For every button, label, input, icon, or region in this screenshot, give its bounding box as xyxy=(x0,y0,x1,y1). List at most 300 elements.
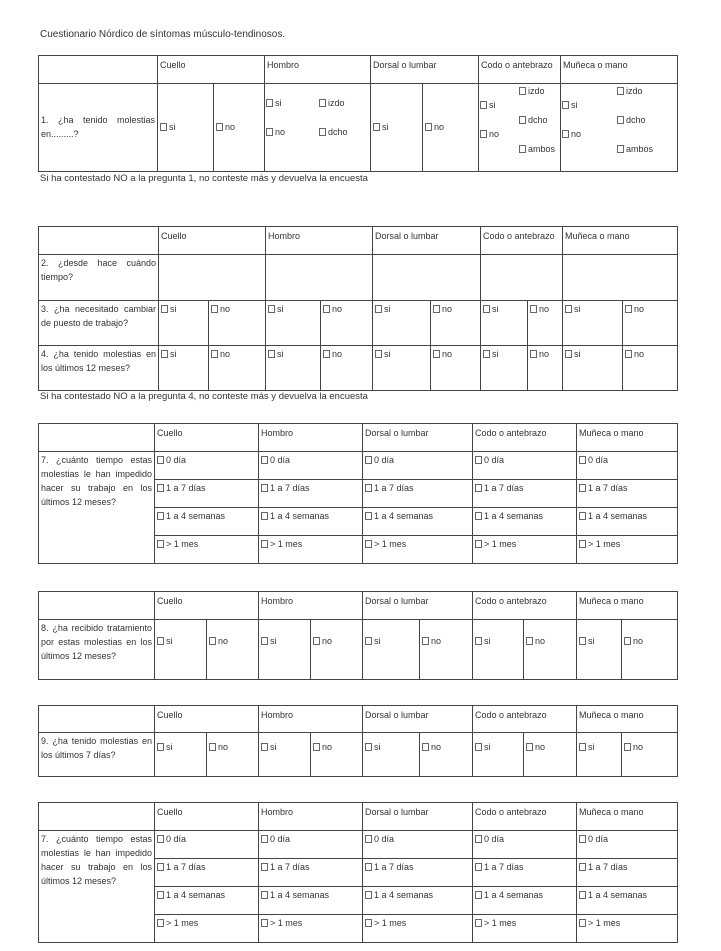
checkbox-icon xyxy=(373,123,380,131)
option-label: 1 a 4 semanas xyxy=(166,511,226,521)
option-label: no xyxy=(571,129,582,139)
col-header: Dorsal o lumbar xyxy=(363,424,473,452)
option-izdo[interactable] xyxy=(519,85,545,99)
option-1-7-dias[interactable] xyxy=(259,480,363,508)
question-label: 1. ¿ha tenido molestias en.........? xyxy=(39,84,158,172)
checkbox-icon xyxy=(475,540,482,548)
col-header: Muñeca o mano xyxy=(577,592,678,620)
question-label: 3. ¿ha necesitado cambiar de puesto de trabajo? xyxy=(39,301,159,346)
option-label: no xyxy=(332,349,343,359)
checkbox-icon xyxy=(365,637,372,645)
option-no[interactable] xyxy=(266,126,285,140)
col-header: Codo o antebrazo xyxy=(473,424,577,452)
checkbox-icon xyxy=(475,484,482,492)
option-1-4-semanas[interactable] xyxy=(155,508,259,536)
option-ambos[interactable] xyxy=(617,143,653,157)
option-label: 0 día xyxy=(270,834,291,844)
option-si[interactable] xyxy=(266,346,321,391)
option-label: 0 día xyxy=(588,455,609,465)
checkbox-icon xyxy=(579,743,586,751)
option-label: 1 a 4 semanas xyxy=(374,890,434,900)
option-1-7-dias[interactable] xyxy=(473,859,577,887)
option-no[interactable] xyxy=(562,128,581,142)
option-si[interactable] xyxy=(577,733,622,777)
option-si[interactable] xyxy=(563,346,623,391)
answer-cell[interactable] xyxy=(563,255,678,301)
option-label: no xyxy=(431,636,442,646)
option-label: 1 a 4 semanas xyxy=(270,890,330,900)
option-0-dia[interactable] xyxy=(577,831,678,859)
checkbox-icon xyxy=(526,637,533,645)
option-label: 1 a 4 semanas xyxy=(484,511,544,521)
option-dcho[interactable] xyxy=(319,126,348,140)
option-no[interactable] xyxy=(207,733,259,777)
checkbox-icon xyxy=(579,891,586,899)
option-label: dcho xyxy=(528,115,548,125)
option-1-4-semanas[interactable] xyxy=(259,887,363,915)
option-label: no xyxy=(442,349,453,359)
option-label: 0 día xyxy=(270,455,291,465)
checkbox-icon xyxy=(261,540,268,548)
col-header: Codo o antebrazo xyxy=(481,227,563,255)
option-mas-1-mes[interactable] xyxy=(577,536,678,564)
option-label: si xyxy=(492,349,499,359)
option-dcho[interactable] xyxy=(617,114,646,128)
checkbox-icon xyxy=(617,116,624,124)
option-no[interactable] xyxy=(423,84,479,172)
option-label: no xyxy=(220,349,231,359)
option-si[interactable] xyxy=(473,620,524,680)
option-label: si xyxy=(270,636,277,646)
checkbox-icon xyxy=(475,456,482,464)
checkbox-icon xyxy=(365,512,372,520)
checkbox-icon xyxy=(160,123,167,131)
option-si[interactable] xyxy=(473,733,524,777)
checkbox-icon xyxy=(475,512,482,520)
option-1-4-semanas[interactable] xyxy=(577,887,678,915)
option-no[interactable] xyxy=(524,733,577,777)
checkbox-icon xyxy=(425,123,432,131)
option-label: no xyxy=(634,349,645,359)
checkbox-icon xyxy=(261,637,268,645)
checkbox-icon xyxy=(565,305,572,313)
checkbox-icon xyxy=(475,891,482,899)
checkbox-icon xyxy=(365,456,372,464)
checkbox-icon xyxy=(209,637,216,645)
option-1-4-semanas[interactable] xyxy=(577,508,678,536)
checkbox-icon xyxy=(161,350,168,358)
checkbox-icon xyxy=(562,101,569,109)
option-si[interactable] xyxy=(363,733,420,777)
checkbox-icon xyxy=(526,743,533,751)
option-si[interactable] xyxy=(259,620,311,680)
option-label: si xyxy=(166,742,173,752)
checkbox-icon xyxy=(579,540,586,548)
option-si[interactable] xyxy=(371,84,423,172)
checkbox-icon xyxy=(375,305,382,313)
option-label: si xyxy=(489,100,496,110)
option-si[interactable] xyxy=(266,301,321,346)
option-si[interactable] xyxy=(562,99,578,113)
option-mas-1-mes[interactable] xyxy=(259,915,363,943)
option-1-7-dias[interactable] xyxy=(473,480,577,508)
col-header: Hombro xyxy=(259,592,363,620)
question-label: 7. ¿cuánto tiempo estas molestias le han impedido hacer su trabajo en los últimos 12 meses? xyxy=(39,452,155,564)
option-label: no xyxy=(535,742,546,752)
checkbox-icon xyxy=(261,743,268,751)
option-mas-1-mes[interactable] xyxy=(577,915,678,943)
checkbox-icon xyxy=(530,305,537,313)
checkbox-icon xyxy=(475,835,482,843)
option-label: no xyxy=(633,742,644,752)
checkbox-icon xyxy=(157,835,164,843)
checkbox-icon xyxy=(365,891,372,899)
option-label: si xyxy=(275,98,282,108)
answer-cell[interactable] xyxy=(266,255,373,301)
checkbox-icon xyxy=(579,835,586,843)
option-1-4-semanas[interactable] xyxy=(363,887,473,915)
option-label: no xyxy=(633,636,644,646)
option-no[interactable] xyxy=(528,301,563,346)
option-label: > 1 mes xyxy=(166,539,199,549)
option-0-dia[interactable] xyxy=(259,831,363,859)
option-label: izdo xyxy=(328,98,345,108)
option-0-dia[interactable] xyxy=(259,452,363,480)
hombro-options xyxy=(265,84,371,172)
col-header: Dorsal o lumbar xyxy=(373,227,481,255)
option-no[interactable] xyxy=(431,346,481,391)
col-header: Cuello xyxy=(158,56,265,84)
option-si[interactable] xyxy=(480,99,496,113)
option-label: si xyxy=(270,742,277,752)
option-no[interactable] xyxy=(420,733,473,777)
checkbox-icon xyxy=(624,637,631,645)
option-si[interactable] xyxy=(563,301,623,346)
checkbox-icon xyxy=(579,919,586,927)
option-label: 1 a 7 días xyxy=(374,862,414,872)
option-1-4-semanas[interactable] xyxy=(473,508,577,536)
checkbox-icon xyxy=(365,484,372,492)
checkbox-icon xyxy=(157,743,164,751)
col-header: Hombro xyxy=(259,706,363,733)
col-header: Muñeca o mano xyxy=(561,56,678,84)
col-header: Cuello xyxy=(155,706,259,733)
option-label: dcho xyxy=(626,115,646,125)
checkbox-icon xyxy=(422,743,429,751)
checkbox-icon xyxy=(261,456,268,464)
option-izdo[interactable] xyxy=(617,85,643,99)
checkbox-icon xyxy=(475,743,482,751)
option-1-7-dias[interactable] xyxy=(363,859,473,887)
answer-cell[interactable] xyxy=(481,255,563,301)
option-label: si xyxy=(574,304,581,314)
option-label: no xyxy=(442,304,453,314)
option-1-7-dias[interactable] xyxy=(577,480,678,508)
option-label: no xyxy=(220,304,231,314)
option-label: ambos xyxy=(528,144,556,154)
question-label: 2. ¿desde hace cuándo tiempo? xyxy=(39,255,159,301)
option-label: > 1 mes xyxy=(374,539,407,549)
option-label: > 1 mes xyxy=(588,539,621,549)
checkbox-icon xyxy=(365,743,372,751)
option-mas-1-mes[interactable] xyxy=(363,536,473,564)
checkbox-icon xyxy=(266,99,273,107)
option-label: si xyxy=(169,121,176,132)
option-label: no xyxy=(489,129,500,139)
option-label: izdo xyxy=(528,86,545,96)
checkbox-icon xyxy=(261,919,268,927)
checkbox-icon xyxy=(157,891,164,899)
col-header: Dorsal o lumbar xyxy=(363,706,473,733)
option-0-dia[interactable] xyxy=(363,831,473,859)
option-label: si xyxy=(588,636,595,646)
option-no[interactable] xyxy=(431,301,481,346)
option-label: si xyxy=(574,349,581,359)
checkbox-icon xyxy=(579,456,586,464)
option-no[interactable] xyxy=(623,346,678,391)
option-label: si xyxy=(170,349,177,359)
col-header: Dorsal o lumbar xyxy=(363,592,473,620)
col-header: Dorsal o lumbar xyxy=(371,56,479,84)
option-1-7-dias[interactable] xyxy=(259,859,363,887)
checkbox-icon xyxy=(161,305,168,313)
option-si[interactable] xyxy=(158,84,214,172)
col-header: Muñeca o mano xyxy=(577,424,678,452)
option-label: si xyxy=(384,304,391,314)
option-no[interactable] xyxy=(528,346,563,391)
option-label: no xyxy=(332,304,343,314)
question-label: 4. ¿ha tenido molestias en los últimos 12 meses? xyxy=(39,346,159,391)
option-label: si xyxy=(374,742,381,752)
checkbox-icon xyxy=(157,456,164,464)
option-0-dia[interactable] xyxy=(473,452,577,480)
question-label: 7. ¿cuánto tiempo estas molestias le han impedido hacer su trabajo en los últimos 12 meses? xyxy=(39,831,155,943)
option-no[interactable] xyxy=(623,301,678,346)
col-header: Hombro xyxy=(259,424,363,452)
header-empty xyxy=(39,424,155,452)
checkbox-icon xyxy=(157,512,164,520)
checkbox-icon xyxy=(319,128,326,136)
col-header: Cuello xyxy=(155,592,259,620)
col-header: Hombro xyxy=(259,803,363,831)
checkbox-icon xyxy=(211,305,218,313)
option-1-7-dias[interactable] xyxy=(155,859,259,887)
checkbox-icon xyxy=(519,87,526,95)
option-mas-1-mes[interactable] xyxy=(155,536,259,564)
option-label: 1 a 4 semanas xyxy=(484,890,544,900)
checkbox-icon xyxy=(483,350,490,358)
checkbox-icon xyxy=(519,116,526,124)
option-no[interactable] xyxy=(622,620,678,680)
option-si[interactable] xyxy=(155,620,207,680)
option-si[interactable] xyxy=(373,346,431,391)
option-no[interactable] xyxy=(311,620,363,680)
option-1-4-semanas[interactable] xyxy=(473,887,577,915)
checkbox-icon xyxy=(261,512,268,520)
col-header: Cuello xyxy=(159,227,266,255)
checkbox-icon xyxy=(475,637,482,645)
option-label: 1 a 7 días xyxy=(484,862,524,872)
checkbox-icon xyxy=(365,919,372,927)
option-si[interactable] xyxy=(481,301,528,346)
checkbox-icon xyxy=(319,99,326,107)
option-no[interactable] xyxy=(321,346,373,391)
col-header: Hombro xyxy=(266,227,373,255)
option-label: no xyxy=(539,349,550,359)
table-q9 xyxy=(38,705,678,777)
checkbox-icon xyxy=(475,919,482,927)
option-label: 1 a 4 semanas xyxy=(270,511,330,521)
option-si[interactable] xyxy=(266,97,282,111)
option-label: 1 a 4 semanas xyxy=(166,890,226,900)
option-label: no xyxy=(322,742,333,752)
checkbox-icon xyxy=(323,305,330,313)
header-empty xyxy=(39,56,158,84)
checkbox-icon xyxy=(375,350,382,358)
checkbox-icon xyxy=(433,350,440,358)
option-1-4-semanas[interactable] xyxy=(259,508,363,536)
option-no[interactable] xyxy=(209,346,266,391)
checkbox-icon xyxy=(625,350,632,358)
option-label: no xyxy=(634,304,645,314)
header-empty xyxy=(39,706,155,733)
checkbox-icon xyxy=(266,128,273,136)
option-mas-1-mes[interactable] xyxy=(259,536,363,564)
col-header: Codo o antebrazo xyxy=(479,56,561,84)
option-label: si xyxy=(277,304,284,314)
checkbox-icon xyxy=(365,835,372,843)
option-ambos[interactable] xyxy=(519,143,555,157)
checkbox-icon xyxy=(579,863,586,871)
checkbox-icon xyxy=(480,101,487,109)
checkbox-icon xyxy=(261,835,268,843)
option-0-dia[interactable] xyxy=(577,452,678,480)
option-label: si xyxy=(170,304,177,314)
table-q2-q4 xyxy=(38,226,678,391)
checkbox-icon xyxy=(157,637,164,645)
checkbox-icon xyxy=(579,637,586,645)
checkbox-icon xyxy=(216,123,223,131)
option-label: no xyxy=(535,636,546,646)
checkbox-icon xyxy=(475,863,482,871)
option-label: ambos xyxy=(626,144,654,154)
checkbox-icon xyxy=(422,637,429,645)
option-label: > 1 mes xyxy=(484,918,517,928)
option-label: si xyxy=(374,636,381,646)
option-1-7-dias[interactable] xyxy=(155,480,259,508)
checkbox-icon xyxy=(209,743,216,751)
option-si[interactable] xyxy=(159,301,209,346)
option-label: 0 día xyxy=(484,455,505,465)
option-label: si xyxy=(484,742,491,752)
option-dcho[interactable] xyxy=(519,114,548,128)
option-label: si xyxy=(588,742,595,752)
option-si[interactable] xyxy=(481,346,528,391)
option-no[interactable] xyxy=(214,84,265,172)
option-1-4-semanas[interactable] xyxy=(155,887,259,915)
header-empty xyxy=(39,227,159,255)
page-title: Cuestionario Nórdico de síntomas músculo-tendinosos. xyxy=(40,29,286,40)
option-label: > 1 mes xyxy=(374,918,407,928)
option-1-7-dias[interactable] xyxy=(577,859,678,887)
option-si[interactable] xyxy=(159,346,209,391)
answer-cell[interactable] xyxy=(159,255,266,301)
muneca-options xyxy=(561,84,678,172)
option-no[interactable] xyxy=(311,733,363,777)
option-izdo[interactable] xyxy=(319,97,345,111)
checkbox-icon xyxy=(157,540,164,548)
option-si[interactable] xyxy=(259,733,311,777)
option-label: si xyxy=(571,100,578,110)
answer-cell[interactable] xyxy=(373,255,481,301)
col-header: Muñeca o mano xyxy=(577,706,678,733)
col-header: Hombro xyxy=(265,56,371,84)
option-si[interactable] xyxy=(155,733,207,777)
header-empty xyxy=(39,592,155,620)
option-0-dia[interactable] xyxy=(155,831,259,859)
checkbox-icon xyxy=(261,863,268,871)
option-label: 1 a 7 días xyxy=(374,483,414,493)
checkbox-icon xyxy=(579,484,586,492)
option-no[interactable] xyxy=(209,301,266,346)
option-label: no xyxy=(539,304,550,314)
option-0-dia[interactable] xyxy=(155,452,259,480)
option-mas-1-mes[interactable] xyxy=(155,915,259,943)
checkbox-icon xyxy=(268,350,275,358)
option-si[interactable] xyxy=(373,301,431,346)
option-0-dia[interactable] xyxy=(473,831,577,859)
option-label: izdo xyxy=(626,86,643,96)
checkbox-icon xyxy=(617,87,624,95)
option-no[interactable] xyxy=(524,620,577,680)
option-mas-1-mes[interactable] xyxy=(363,915,473,943)
table-q1 xyxy=(38,55,678,172)
codo-options xyxy=(479,84,561,172)
option-label: si xyxy=(277,349,284,359)
checkbox-icon xyxy=(261,891,268,899)
option-label: dcho xyxy=(328,127,348,137)
option-si[interactable] xyxy=(577,620,622,680)
option-1-7-dias[interactable] xyxy=(363,480,473,508)
checkbox-icon xyxy=(261,484,268,492)
option-mas-1-mes[interactable] xyxy=(473,915,577,943)
checkbox-icon xyxy=(365,863,372,871)
option-0-dia[interactable] xyxy=(363,452,473,480)
option-mas-1-mes[interactable] xyxy=(473,536,577,564)
option-label: > 1 mes xyxy=(484,539,517,549)
option-label: > 1 mes xyxy=(270,539,303,549)
option-label: > 1 mes xyxy=(270,918,303,928)
option-si[interactable] xyxy=(363,620,420,680)
option-no[interactable] xyxy=(480,128,499,142)
option-1-4-semanas[interactable] xyxy=(363,508,473,536)
option-label: 1 a 7 días xyxy=(484,483,524,493)
checkbox-icon xyxy=(268,305,275,313)
option-no[interactable] xyxy=(321,301,373,346)
option-label: 1 a 4 semanas xyxy=(588,890,648,900)
option-label: no xyxy=(275,127,286,137)
option-label: si xyxy=(492,304,499,314)
option-label: si xyxy=(382,121,389,132)
col-header: Codo o antebrazo xyxy=(473,592,577,620)
option-no[interactable] xyxy=(207,620,259,680)
option-label: si xyxy=(384,349,391,359)
option-no[interactable] xyxy=(622,733,678,777)
option-label: no xyxy=(218,636,229,646)
option-no[interactable] xyxy=(420,620,473,680)
option-label: 1 a 7 días xyxy=(166,483,206,493)
option-label: 0 día xyxy=(484,834,505,844)
